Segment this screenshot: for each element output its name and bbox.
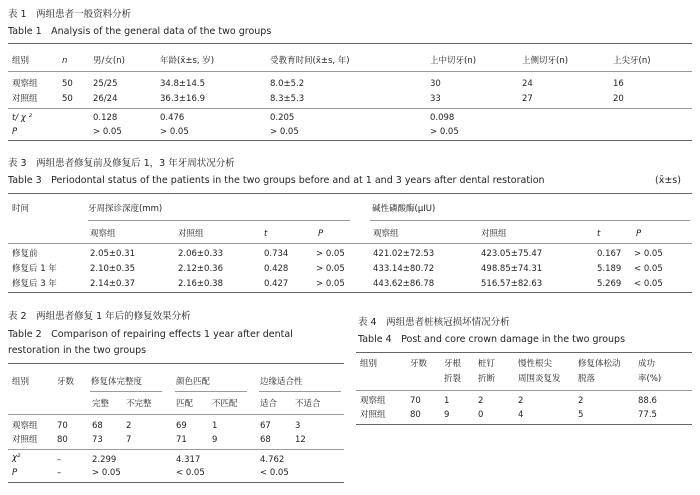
table-cell: 0.098 — [430, 113, 455, 123]
table-cell: 20 — [613, 94, 624, 104]
table-cell: < 0.05 — [634, 279, 663, 289]
table-cell: 73 — [92, 435, 103, 445]
header-cell: 不适合 — [295, 399, 321, 409]
table-cell: 26/24 — [93, 94, 118, 104]
table-cell: 2.14±0.37 — [90, 279, 135, 289]
table-cell: 77.5 — [638, 410, 657, 420]
table-cell: 7 — [126, 435, 132, 445]
table-cell: 0.427 — [264, 279, 289, 289]
table-2-span-rule — [259, 391, 341, 392]
table-cell: 8.0±5.2 — [270, 79, 305, 89]
table-cell: 34.8±14.5 — [160, 79, 205, 89]
table-cell: 70 — [57, 421, 68, 431]
table-cell: 71 — [176, 435, 187, 445]
table-cell: 12 — [295, 435, 306, 445]
table-cell: 16 — [613, 79, 624, 89]
table-cell: 4.762 — [260, 455, 285, 465]
table-cell: 2.10±0.35 — [90, 264, 135, 274]
table-1-mid-rule — [8, 108, 692, 109]
header-cell: 时间 — [12, 204, 30, 214]
table-cell: 对照组 — [12, 94, 38, 104]
table-cell: 9 — [212, 435, 218, 445]
table-cell: 68 — [260, 435, 271, 445]
table-2-span-rule — [175, 391, 247, 392]
table-cell: 70 — [410, 396, 421, 406]
table-cell: 69 — [176, 421, 187, 431]
table-2-span-rule — [90, 391, 162, 392]
header-cell: 率(%) — [638, 374, 662, 384]
table-2-top-rule — [8, 363, 344, 364]
table-cell: > 0.05 — [160, 127, 189, 137]
header-cell: t — [264, 229, 268, 239]
table-1-top-rule — [8, 43, 692, 44]
table-3-bottom-rule — [8, 292, 692, 293]
table-2-header-rule — [8, 414, 344, 415]
table-cell: 88.6 — [638, 396, 657, 406]
table-cell: 0.167 — [597, 249, 622, 259]
table-3-note: (x̄±s) — [655, 175, 681, 186]
table-cell: 2.06±0.33 — [178, 249, 223, 259]
table-cell: 80 — [410, 410, 421, 420]
header-cell: t — [597, 229, 601, 239]
header-cell: 对照组 — [178, 229, 204, 239]
table-4-caption-cn: 表 4 两组患者桩核冠损坏情况分析 — [358, 317, 510, 328]
header-cell: 上中切牙(n) — [430, 56, 477, 66]
header-cell: 完整 — [92, 399, 110, 409]
table-3-span-rule — [88, 220, 350, 221]
table-cell: 421.02±72.53 — [373, 249, 435, 259]
header-cell: 年龄(x̄±s, 岁) — [160, 56, 215, 66]
table-cell: 498.85±74.31 — [481, 264, 543, 274]
table-cell: 25/25 — [93, 79, 118, 89]
table-2-caption-en-line2: restoration in the two groups — [8, 345, 147, 356]
table-cell: 3 — [295, 421, 301, 431]
table-cell: 0.128 — [93, 113, 118, 123]
table-cell: – — [57, 455, 62, 465]
table-cell: > 0.05 — [316, 249, 345, 259]
header-cell: 牙根 — [444, 359, 462, 369]
table-cell: 2.12±0.36 — [178, 264, 223, 274]
table-cell: < 0.05 — [176, 468, 205, 478]
table-cell: 423.05±75.47 — [481, 249, 543, 259]
table-cell: – — [57, 468, 62, 478]
table-cell: χ² — [12, 453, 21, 463]
header-cell: 不匹配 — [212, 399, 238, 409]
header-cell: P — [636, 229, 642, 239]
table-cell: 0 — [478, 410, 484, 420]
table-cell: > 0.05 — [270, 127, 299, 137]
header-cell: 修复体完整度 — [91, 377, 143, 387]
table-cell: 修复后 1 年 — [12, 264, 57, 274]
header-cell: 受教育时间(x̄±s, 年) — [270, 56, 350, 66]
table-cell: 516.57±82.63 — [481, 279, 543, 289]
table-cell: 2.299 — [92, 455, 117, 465]
header-cell: 牙数 — [57, 377, 75, 387]
table-2-bottom-rule — [8, 482, 344, 483]
table-4-bottom-rule — [356, 424, 692, 425]
header-cell: 男/女(n) — [93, 56, 125, 66]
table-cell: 8.3±5.3 — [270, 94, 305, 104]
table-1-caption-cn: 表 1 两组患者一般资料分析 — [8, 9, 132, 20]
header-cell: 牙数 — [410, 359, 428, 369]
table-cell: 80 — [57, 435, 68, 445]
table-4-top-rule — [356, 352, 692, 353]
table-cell: 50 — [62, 79, 73, 89]
header-cell: 匹配 — [176, 399, 194, 409]
table-cell: P — [12, 127, 18, 137]
table-2-mid-rule — [8, 449, 344, 450]
header-cell: 牙周探诊深度(mm) — [88, 204, 163, 214]
table-cell: 0.734 — [264, 249, 289, 259]
table-3-span-rule — [370, 220, 690, 221]
header-cell: 颜色匹配 — [176, 377, 211, 387]
table-4-header-rule — [356, 390, 692, 391]
header-cell: 修复体松动 — [578, 359, 621, 369]
header-cell: 慢性根尖 — [518, 359, 553, 369]
table-cell: 观察组 — [12, 421, 38, 431]
header-cell: 边缘适合性 — [260, 377, 303, 387]
table-cell: 4 — [518, 410, 524, 420]
header-cell: P — [318, 229, 324, 239]
table-4-caption-en: Table 4 Post and core crown damage in the two groups — [358, 334, 626, 345]
table-cell: 24 — [522, 79, 533, 89]
table-cell: 67 — [260, 421, 271, 431]
table-cell: P — [12, 468, 18, 478]
table-1-bottom-rule — [8, 140, 692, 141]
table-3-top-rule — [8, 193, 692, 194]
table-cell: 27 — [522, 94, 533, 104]
header-cell: 成功 — [638, 359, 656, 369]
table-cell: 2 — [126, 421, 132, 431]
table-cell: t/ χ ² — [12, 113, 33, 123]
header-cell: 脱落 — [578, 374, 596, 384]
table-cell: < 0.05 — [634, 264, 663, 274]
table-cell: 1 — [444, 396, 450, 406]
table-cell: 修复前 — [12, 249, 38, 259]
table-cell: 观察组 — [360, 396, 386, 406]
table-cell: 68 — [92, 421, 103, 431]
table-cell: 2 — [478, 396, 484, 406]
table-cell: > 0.05 — [92, 468, 121, 478]
table-cell: > 0.05 — [93, 127, 122, 137]
table-cell: < 0.05 — [260, 468, 289, 478]
table-cell: 433.14±80.72 — [373, 264, 435, 274]
header-cell: 不完整 — [126, 399, 152, 409]
table-cell: > 0.05 — [430, 127, 459, 137]
table-cell: 4.317 — [176, 455, 201, 465]
table-cell: 9 — [444, 410, 450, 420]
table-cell: 5 — [578, 410, 584, 420]
header-cell: 观察组 — [373, 229, 399, 239]
table-cell: 30 — [430, 79, 441, 89]
table-cell: 1 — [212, 421, 218, 431]
header-cell: 组别 — [12, 377, 30, 387]
table-cell: 50 — [62, 94, 73, 104]
header-cell: 碱性磷酸酶(μIU) — [372, 204, 436, 214]
table-3-caption-cn: 表 3 两组患者修复前及修复后 1，3 年牙周状况分析 — [8, 158, 235, 169]
table-cell: 2 — [578, 396, 584, 406]
table-3-caption-en: Table 3 Periodontal status of the patients in the two groups before and at 1 and 3 years after dental restoration — [8, 175, 545, 186]
table-cell: 2 — [518, 396, 524, 406]
table-cell: 对照组 — [12, 435, 38, 445]
table-cell: 2.16±0.38 — [178, 279, 223, 289]
table-cell: 2.05±0.31 — [90, 249, 135, 259]
table-cell: 0.205 — [270, 113, 295, 123]
table-cell: 0.428 — [264, 264, 289, 274]
header-cell: 折断 — [478, 374, 496, 384]
header-cell: 上尖牙(n) — [613, 56, 651, 66]
table-cell: > 0.05 — [316, 279, 345, 289]
table-3-header-rule — [8, 243, 692, 244]
table-cell: 33 — [430, 94, 441, 104]
table-1-caption-en: Table 1 Analysis of the general data of the two groups — [8, 26, 272, 37]
header-cell: 上侧切牙(n) — [522, 56, 569, 66]
table-cell: 443.62±86.78 — [373, 279, 435, 289]
header-cell: 桩钉 — [478, 359, 496, 369]
header-cell: 对照组 — [481, 229, 507, 239]
header-cell: 组别 — [12, 56, 30, 66]
header-cell: 组别 — [360, 359, 378, 369]
table-2-caption-en-line1: Table 2 Comparison of repairing effects 1 year after dental — [8, 329, 293, 340]
table-cell: 5.189 — [597, 264, 622, 274]
table-cell: 36.3±16.9 — [160, 94, 205, 104]
table-cell: 观察组 — [12, 79, 38, 89]
table-cell: 对照组 — [360, 410, 386, 420]
header-cell: 折裂 — [444, 374, 462, 384]
header-cell: n — [62, 56, 68, 66]
table-cell: 5.269 — [597, 279, 622, 289]
table-1-header-rule — [8, 71, 692, 72]
header-cell: 观察组 — [90, 229, 116, 239]
header-cell: 适合 — [260, 399, 278, 409]
table-cell: 修复后 3 年 — [12, 279, 57, 289]
table-cell: 0.476 — [160, 113, 185, 123]
table-2-caption-cn: 表 2 两组患者修复 1 年后的修复效果分析 — [8, 311, 191, 322]
table-cell: > 0.05 — [316, 264, 345, 274]
table-cell: > 0.05 — [634, 249, 663, 259]
header-cell: 周围炎复发 — [518, 374, 561, 384]
